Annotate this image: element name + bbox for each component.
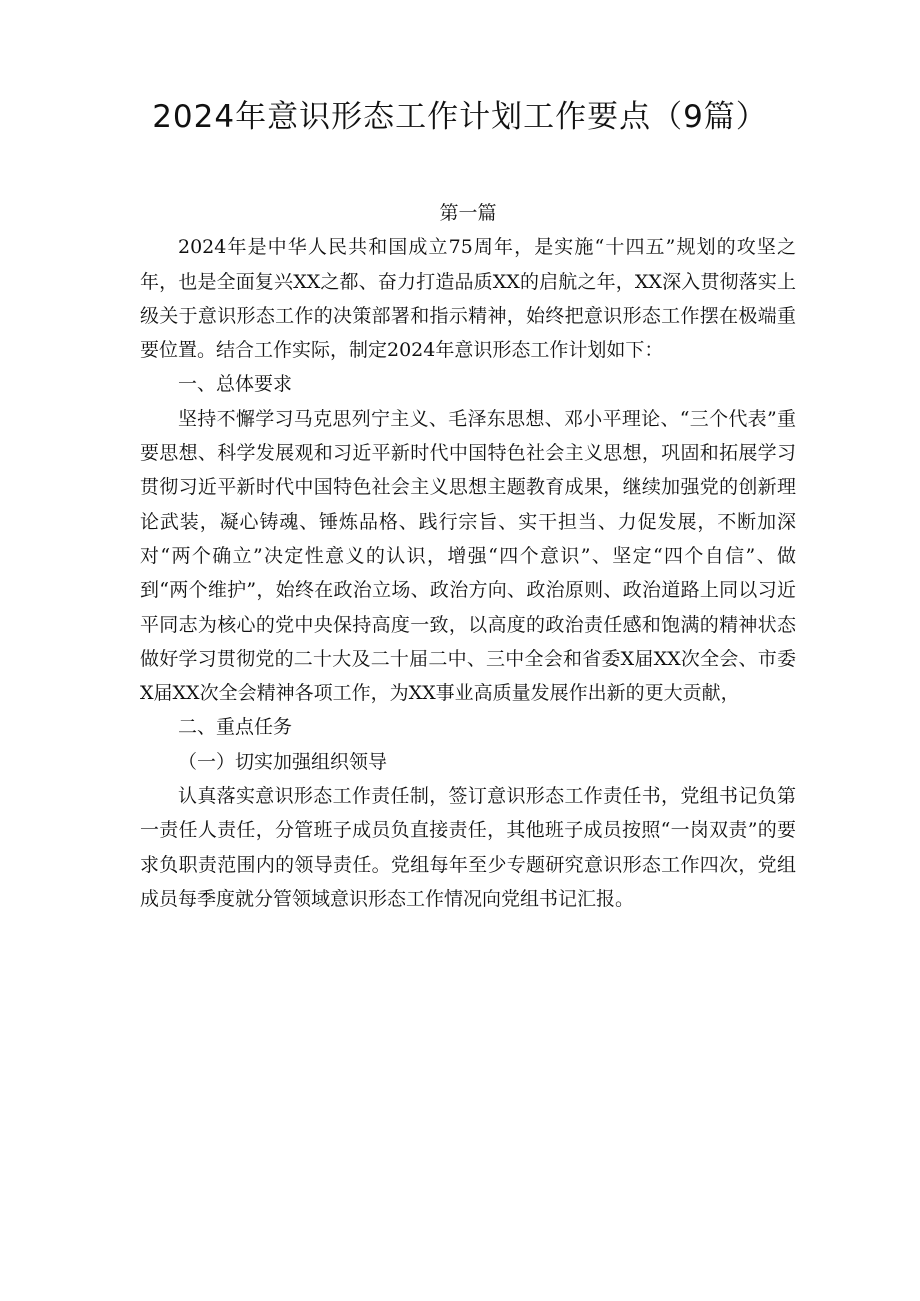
general-requirements-paragraph: 坚持不懈学习马克思列宁主义、毛泽东思想、邓小平理论、“三个代表”重要思想、科学发展观和习近平新时代中国特色社会主义思想，巩固和拓展学习贯彻习近平新时代中国特色社会主义思想主题教育成果，继续加强党的创新理论武装，凝心铸魂、锤炼品格、践行宗旨、实干担当、力促发展，不断加深对“两个确立”决定性意义的认识，增强“四个意识”、坚定“四个自信”、做到“两个维护”，始终在政治立场、政治方向、政治原则、政治道路上同以习近平同志为核心的党中央保持高度一致，以高度的政治责任感和饱满的精神状态做好学习贯彻党的二十大及二十届二中、三中全会和省委X届XX次全会、市委X届XX次全会精神各项工作，为XX事业高质量发展作出新的更大贡献， (140, 407, 796, 705)
document-title: 2024年意识形态工作计划工作要点（9篇） (152, 99, 768, 135)
chapter-heading: 第一篇 (439, 202, 497, 224)
subsection-heading-organization: （一）切实加强组织领导 (178, 750, 388, 773)
section-heading-key-tasks: 二、重点任务 (178, 716, 293, 739)
organization-paragraph: 认真落实意识形态工作责任制，签订意识形态工作责任书，党组书记负第一责任人责任，分管班子成员负直接责任，其他班子成员按照“一岗双责”的要求负职责范围内的领导责任。党组每年至少专题研究意识形态工作四次，党组成员每季度就分管领域意识形态工作情况向党组书记汇报。 (140, 785, 796, 910)
section-heading-general-requirements: 一、总体要求 (178, 373, 293, 396)
intro-paragraph: 2024年是中华人民共和国成立75周年，是实施“十四五”规划的攻坚之年，也是全面复兴XX之都、奋力打造品质XX的启航之年，XX深入贯彻落实上级关于意识形态工作的决策部署和指示精神，始终把意识形态工作摆在极端重要位置。结合工作实际，制定2024年意识形态工作计划如下： (140, 236, 796, 362)
document-body (140, 196, 796, 916)
